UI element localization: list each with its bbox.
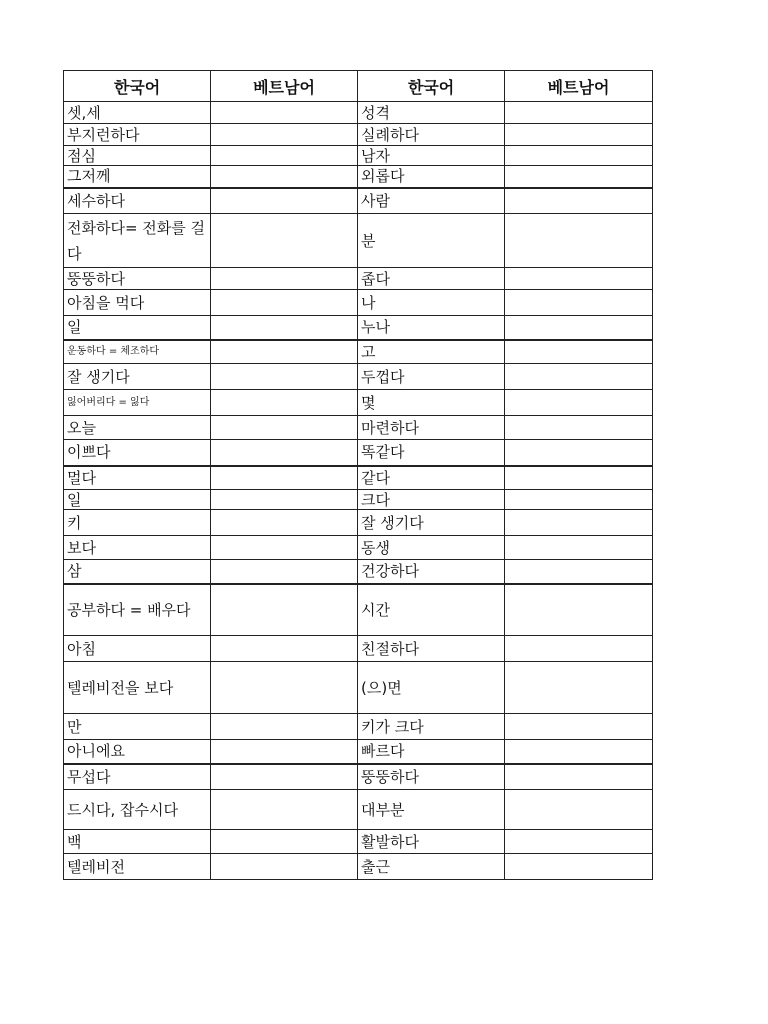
table-row <box>64 830 653 854</box>
table-row <box>64 764 653 790</box>
vietnamese-answer-cell[interactable] <box>211 102 358 124</box>
table-row <box>64 390 653 416</box>
vietnamese-answer-cell[interactable] <box>211 636 358 662</box>
korean-word-cell: 건강하다 <box>358 560 505 584</box>
table-row <box>64 364 653 390</box>
vietnamese-answer-cell[interactable] <box>505 440 653 466</box>
vietnamese-answer-cell[interactable] <box>211 316 358 340</box>
vietnamese-answer-cell[interactable] <box>505 714 653 740</box>
korean-word-cell: 멀다 <box>64 466 211 490</box>
header-korean-1: 한국어 <box>64 71 211 102</box>
vietnamese-answer-cell[interactable] <box>211 764 358 790</box>
korean-word-cell: 키가 크다 <box>358 714 505 740</box>
korean-word-cell: 이쁘다 <box>64 440 211 466</box>
korean-word-cell: 일 <box>64 316 211 340</box>
korean-word-cell: 크다 <box>358 490 505 510</box>
table-body <box>64 102 653 880</box>
vietnamese-answer-cell[interactable] <box>505 830 653 854</box>
korean-word-cell: 셋,세 <box>64 102 211 124</box>
vietnamese-answer-cell[interactable] <box>505 764 653 790</box>
vietnamese-answer-cell[interactable] <box>505 584 653 636</box>
vietnamese-answer-cell[interactable] <box>211 214 358 268</box>
korean-word-cell: 만 <box>64 714 211 740</box>
vietnamese-answer-cell[interactable] <box>211 146 358 166</box>
korean-word-cell: 동생 <box>358 536 505 560</box>
korean-word-cell: 아침을 먹다 <box>64 290 211 316</box>
korean-word-cell: 사람 <box>358 188 505 214</box>
table-row <box>64 490 653 510</box>
table-row <box>64 290 653 316</box>
vietnamese-answer-cell[interactable] <box>505 214 653 268</box>
vietnamese-answer-cell[interactable] <box>211 166 358 188</box>
vietnamese-answer-cell[interactable] <box>505 124 653 146</box>
korean-word-cell: 드시다, 잡수시다 <box>64 790 211 830</box>
vietnamese-answer-cell[interactable] <box>505 166 653 188</box>
table-row <box>64 124 653 146</box>
vietnamese-answer-cell[interactable] <box>211 268 358 290</box>
korean-word-cell: 부지런하다 <box>64 124 211 146</box>
vietnamese-answer-cell[interactable] <box>211 714 358 740</box>
table-row <box>64 416 653 440</box>
korean-word-cell: 나 <box>358 290 505 316</box>
vietnamese-answer-cell[interactable] <box>211 188 358 214</box>
korean-word-cell: 외롭다 <box>358 166 505 188</box>
korean-word-cell: 고 <box>358 340 505 364</box>
vietnamese-answer-cell[interactable] <box>211 490 358 510</box>
vietnamese-answer-cell[interactable] <box>505 390 653 416</box>
korean-word-cell: 공부하다 = 배우다 <box>64 584 211 636</box>
korean-word-cell: 일 <box>64 490 211 510</box>
table-row <box>64 790 653 830</box>
vietnamese-answer-cell[interactable] <box>211 416 358 440</box>
korean-word-cell: 성격 <box>358 102 505 124</box>
korean-word-cell: 무섭다 <box>64 764 211 790</box>
table-row <box>64 102 653 124</box>
korean-word-cell: 텔레비전을 보다 <box>64 662 211 714</box>
vietnamese-answer-cell[interactable] <box>505 536 653 560</box>
table-row <box>64 440 653 466</box>
korean-word-cell: 같다 <box>358 466 505 490</box>
korean-word-cell: 아니에요 <box>64 740 211 764</box>
korean-word-cell: 전화하다= 전화를 걸다 <box>64 214 211 268</box>
korean-word-cell: 잃어버리다 = 잃다 <box>64 390 211 416</box>
table-row <box>64 268 653 290</box>
korean-word-cell: 점심 <box>64 146 211 166</box>
vietnamese-answer-cell[interactable] <box>505 364 653 390</box>
vietnamese-answer-cell[interactable] <box>505 662 653 714</box>
header-row <box>64 71 653 102</box>
table-row <box>64 636 653 662</box>
vietnamese-answer-cell[interactable] <box>505 340 653 364</box>
korean-word-cell: 실례하다 <box>358 124 505 146</box>
vietnamese-answer-cell[interactable] <box>505 268 653 290</box>
table-row <box>64 188 653 214</box>
table-row <box>64 662 653 714</box>
vietnamese-answer-cell[interactable] <box>505 854 653 880</box>
vietnamese-answer-cell[interactable] <box>505 102 653 124</box>
korean-word-cell: 보다 <box>64 536 211 560</box>
korean-word-cell: 뚱뚱하다 <box>358 764 505 790</box>
vietnamese-answer-cell[interactable] <box>505 560 653 584</box>
table-row <box>64 584 653 636</box>
table-row <box>64 536 653 560</box>
vietnamese-answer-cell[interactable] <box>505 290 653 316</box>
korean-word-cell: 삼 <box>64 560 211 584</box>
korean-word-cell: 텔레비전 <box>64 854 211 880</box>
header-korean-2: 한국어 <box>358 71 505 102</box>
vietnamese-answer-cell[interactable] <box>211 584 358 636</box>
vietnamese-answer-cell[interactable] <box>211 510 358 536</box>
vietnamese-answer-cell[interactable] <box>505 490 653 510</box>
vietnamese-answer-cell[interactable] <box>211 364 358 390</box>
korean-word-cell: 대부분 <box>358 790 505 830</box>
table-row <box>64 146 653 166</box>
vietnamese-answer-cell[interactable] <box>211 662 358 714</box>
vietnamese-answer-cell[interactable] <box>211 290 358 316</box>
vietnamese-answer-cell[interactable] <box>211 560 358 584</box>
table-row <box>64 214 653 268</box>
table-row <box>64 316 653 340</box>
korean-word-cell: 뚱뚱하다 <box>64 268 211 290</box>
vietnamese-answer-cell[interactable] <box>211 536 358 560</box>
vietnamese-answer-cell[interactable] <box>505 416 653 440</box>
korean-word-cell: 출근 <box>358 854 505 880</box>
vietnamese-answer-cell[interactable] <box>211 466 358 490</box>
vietnamese-answer-cell[interactable] <box>211 740 358 764</box>
vietnamese-answer-cell[interactable] <box>211 790 358 830</box>
vietnamese-answer-cell[interactable] <box>211 390 358 416</box>
korean-word-cell: 세수하다 <box>64 188 211 214</box>
header-vietnamese-1: 베트남어 <box>211 71 358 102</box>
korean-word-cell: 잘 생기다 <box>64 364 211 390</box>
korean-word-cell: 좁다 <box>358 268 505 290</box>
korean-word-cell: 두껍다 <box>358 364 505 390</box>
korean-word-cell: 그저께 <box>64 166 211 188</box>
korean-word-cell: 빠르다 <box>358 740 505 764</box>
table-row <box>64 510 653 536</box>
table-row <box>64 854 653 880</box>
korean-word-cell: 아침 <box>64 636 211 662</box>
table-row <box>64 714 653 740</box>
vietnamese-answer-cell[interactable] <box>211 124 358 146</box>
vocabulary-table <box>63 70 653 880</box>
korean-word-cell: 운동하다 = 체조하다 <box>64 340 211 364</box>
table-row <box>64 560 653 584</box>
korean-word-cell: 친절하다 <box>358 636 505 662</box>
korean-word-cell: 키 <box>64 510 211 536</box>
korean-word-cell: 분 <box>358 214 505 268</box>
vietnamese-answer-cell[interactable] <box>505 636 653 662</box>
vietnamese-answer-cell[interactable] <box>505 510 653 536</box>
korean-word-cell: 시간 <box>358 584 505 636</box>
vietnamese-answer-cell[interactable] <box>505 790 653 830</box>
table-row <box>64 166 653 188</box>
korean-word-cell: 똑같다 <box>358 440 505 466</box>
korean-word-cell: 마련하다 <box>358 416 505 440</box>
vietnamese-answer-cell[interactable] <box>211 830 358 854</box>
vietnamese-answer-cell[interactable] <box>505 466 653 490</box>
korean-word-cell: 잘 생기다 <box>358 510 505 536</box>
vietnamese-answer-cell[interactable] <box>505 740 653 764</box>
korean-word-cell: 남자 <box>358 146 505 166</box>
korean-word-cell: 누나 <box>358 316 505 340</box>
table-row <box>64 740 653 764</box>
table-row <box>64 466 653 490</box>
table-row <box>64 340 653 364</box>
korean-word-cell: 활발하다 <box>358 830 505 854</box>
korean-word-cell: (으)면 <box>358 662 505 714</box>
korean-word-cell: 오늘 <box>64 416 211 440</box>
vietnamese-answer-cell[interactable] <box>211 854 358 880</box>
korean-word-cell: 몇 <box>358 390 505 416</box>
vietnamese-answer-cell[interactable] <box>505 316 653 340</box>
vietnamese-answer-cell[interactable] <box>211 440 358 466</box>
vietnamese-answer-cell[interactable] <box>505 188 653 214</box>
header-vietnamese-2: 베트남어 <box>505 71 653 102</box>
vietnamese-answer-cell[interactable] <box>505 146 653 166</box>
korean-word-cell: 백 <box>64 830 211 854</box>
vietnamese-answer-cell[interactable] <box>211 340 358 364</box>
